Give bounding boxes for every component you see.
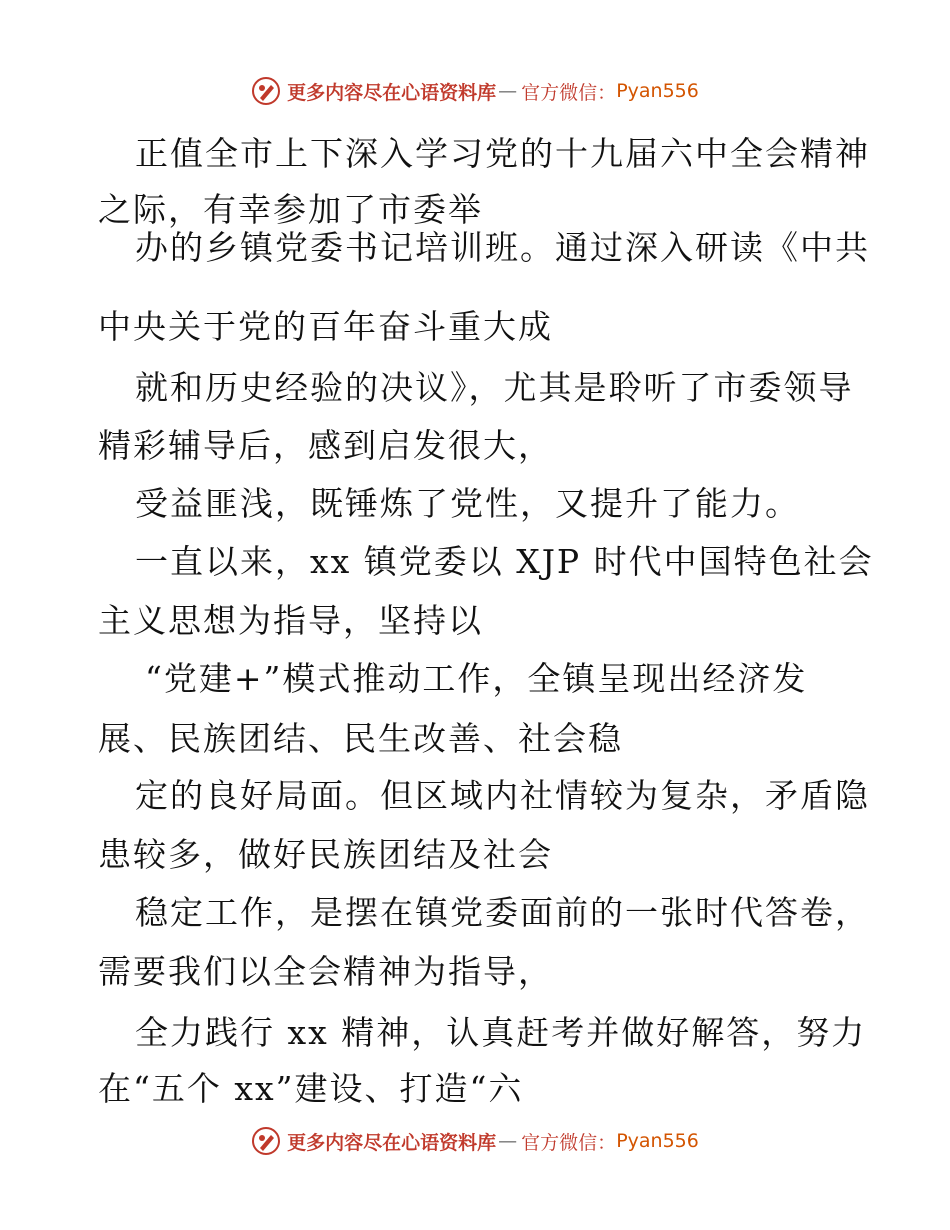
text-line: 就和历史经验的决议》，尤其是聆听了市委领导 [135, 368, 854, 407]
text-line: 全力践行 xx 精神，认真赶考并做好解答，努力 [135, 1013, 867, 1052]
text-line: 需要我们以全会精神为指导， [98, 952, 553, 991]
watermark-separator: — [498, 80, 518, 102]
text-line: 患较多，做好民族团结及社会 [98, 835, 553, 874]
text-line: 精彩辅导后，感到启发很大， [98, 426, 553, 465]
watermark-banner-top [0, 71, 950, 111]
text-line: 正值全市上下深入学习党的十九届六中全会精神 [135, 134, 870, 173]
text-line: 定的良好局面。但区域内社情较为复杂，矛盾隐 [135, 776, 870, 815]
text-line: 在“五个 xx”建设、打造“六 [98, 1069, 524, 1108]
watermark-separator: — [498, 1130, 518, 1152]
text-line: 稳定工作，是摆在镇党委面前的一张时代答卷， [135, 893, 870, 932]
pen-logo-icon [251, 1126, 281, 1156]
text-line: 办的乡镇党委书记培训班。通过深入研读《中共 [135, 228, 870, 267]
watermark-wechat-id: Pyan556 [616, 80, 699, 102]
text-line: 展、民族团结、民生改善、社会稳 [98, 719, 623, 758]
text-line: 中央关于党的百年奋斗重大成 [98, 307, 553, 346]
text-line: 之际，有幸参加了市委举 [98, 190, 483, 229]
watermark-contact-label: 官方微信： [521, 1131, 617, 1154]
text-line: 主义思想为指导，坚持以 [98, 601, 483, 640]
text-line: 一直以来，xx 镇党委以 XJP 时代中国特色社会 [135, 542, 874, 581]
watermark-brand-text: 更多内容尽在心语资料库 [287, 1131, 497, 1154]
watermark-banner-bottom [0, 1121, 950, 1161]
text-line: “党建+”模式推动工作，全镇呈现出经济发 [145, 659, 808, 698]
pen-logo-icon [251, 76, 281, 106]
watermark-wechat-id: Pyan556 [616, 1130, 699, 1152]
watermark-brand-text: 更多内容尽在心语资料库 [287, 81, 497, 104]
text-line: 受益匪浅，既锤炼了党性，又提升了能力。 [135, 484, 800, 523]
watermark-contact-label: 官方微信： [521, 81, 617, 104]
